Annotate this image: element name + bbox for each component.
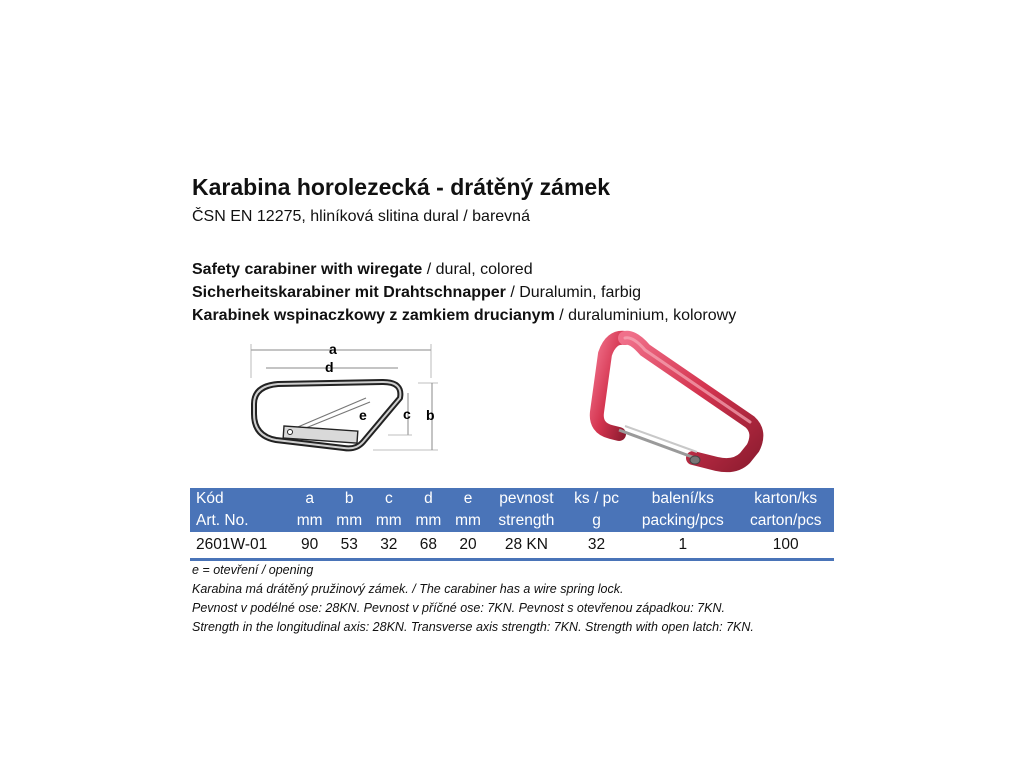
- note-strength-cz: Pevnost v podélné ose: 28KN. Pevnost v příčné ose: 7KN. Pevnost s otevřenou západkou: 7KN.: [192, 601, 725, 615]
- cell-strength: 28 KN: [504, 536, 548, 553]
- cell-a: 90: [301, 536, 319, 553]
- header-pevnost: pevnost: [488, 488, 565, 510]
- header-packing: packing/pcs: [628, 510, 737, 532]
- cell-e: 20: [459, 536, 477, 553]
- header-unit-d: mm: [409, 510, 449, 532]
- description-line-de: [192, 284, 641, 302]
- cell-b: 53: [340, 536, 358, 553]
- page-subtitle: ČSN EN 12275, hliníková slitina dural / barevná: [192, 208, 530, 225]
- page-title: Karabina horolezecká - drátěný zámek: [192, 174, 610, 200]
- header-ks-pc: ks / pc: [565, 488, 628, 510]
- note-opening: e = otevření / opening: [192, 563, 314, 577]
- header-c: c: [369, 488, 409, 510]
- cell-carton: 100: [772, 536, 799, 553]
- description-line-en: [192, 261, 533, 279]
- dim-label-d: d: [325, 359, 334, 375]
- table-header-row: [190, 510, 834, 532]
- carabiner-product-image: [585, 330, 770, 480]
- header-kod: Kód: [190, 488, 290, 510]
- table-header-row: [190, 488, 834, 510]
- header-d: d: [409, 488, 449, 510]
- header-baleni: balení/ks: [628, 488, 737, 510]
- header-carton: carton/pcs: [737, 510, 834, 532]
- description-de-bold: Sicherheitskarabiner mit Drahtschnapper: [192, 284, 506, 301]
- cell-d: 68: [419, 536, 438, 553]
- description-line-pl: [192, 307, 736, 325]
- dim-label-c: c: [403, 406, 411, 422]
- dim-label-e: e: [359, 407, 367, 423]
- dim-label-b: b: [426, 407, 435, 423]
- header-b: b: [329, 488, 369, 510]
- header-art-no: Art. No.: [190, 510, 290, 532]
- header-e: e: [448, 488, 488, 510]
- carabiner-dimension-diagram: [238, 338, 448, 458]
- header-unit-c: mm: [369, 510, 409, 532]
- cell-art-no: 2601W-01: [196, 536, 268, 553]
- description-de-rest: / Duralumin, farbig: [505, 284, 642, 301]
- cell-packing: 1: [678, 536, 688, 553]
- dim-label-a: a: [329, 341, 337, 357]
- description-en-rest: / dural, colored: [422, 261, 533, 278]
- note-strength-en: Strength in the longitudinal axis: 28KN. Transverse axis strength: 7KN. Strength with open latch: 7KN.: [192, 620, 754, 634]
- header-strength: strength: [488, 510, 565, 532]
- cell-weight: 32: [587, 536, 606, 553]
- header-unit-a: mm: [290, 510, 330, 532]
- header-a: a: [290, 488, 330, 510]
- cell-c: 32: [380, 536, 398, 553]
- header-unit-b: mm: [329, 510, 369, 532]
- header-weight: g: [565, 510, 628, 532]
- table-row: [190, 532, 834, 560]
- header-unit-e: mm: [448, 510, 488, 532]
- description-pl-bold: Karabinek wspinaczkowy z zamkiem drucianym: [192, 307, 555, 324]
- spec-table: [190, 488, 834, 561]
- description-en-bold: Safety carabiner with wiregate: [192, 261, 423, 278]
- header-karton: karton/ks: [737, 488, 834, 510]
- description-pl-rest: / duraluminium, kolorowy: [554, 307, 737, 324]
- note-wire-lock: Karabina má drátěný pružinový zámek. / The carabiner has a wire spring lock.: [192, 582, 624, 596]
